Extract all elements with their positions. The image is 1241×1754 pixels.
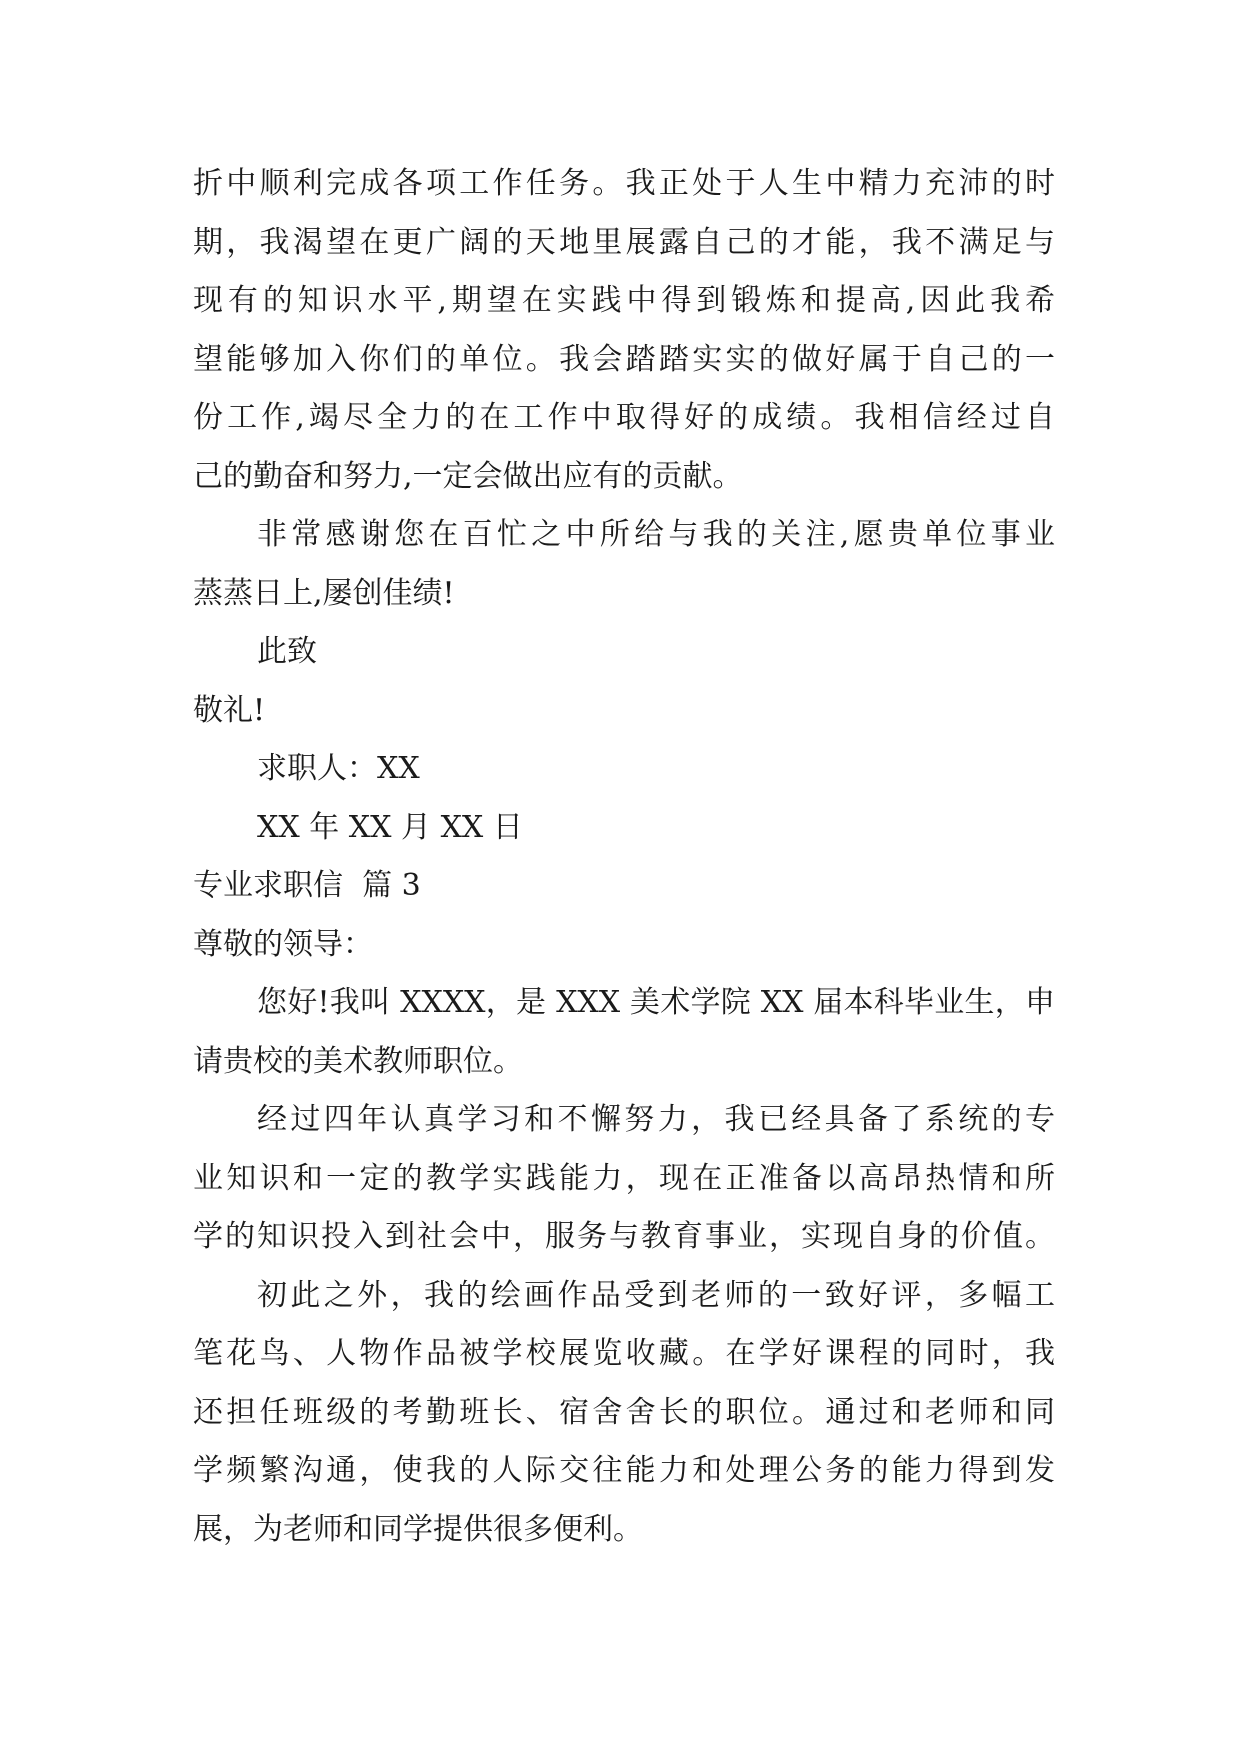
signature: 求职人：XX (257, 751, 420, 786)
closing-phrase: 此致 (257, 634, 317, 669)
text-line: 望能够加入你们的单位。我会踏踏实实的做好属于自己的一 (193, 341, 1055, 377)
paragraph-introduction (193, 974, 1055, 1091)
letter-date: XX 年 XX 月 XX 日 (257, 809, 523, 845)
paragraph-thanks (193, 506, 1055, 623)
text-line: 学的知识投入到社会中，服务与教育事业，实现自身的价值。 (193, 1219, 1055, 1254)
text-line: 笔花鸟、人物作品被学校展览收藏。在学好课程的同时，我 (193, 1336, 1055, 1371)
text-line: 份工作,竭尽全力的在工作中取得好的成绩。我相信经过自 (193, 400, 1055, 435)
text-line: 己的勤奋和努力,一定会做出应有的贡献。 (193, 458, 743, 494)
text-line: 经过四年认真学习和不懈努力，我已经具备了系统的专 (257, 1102, 1055, 1137)
text-line: 业知识和一定的教学实践能力，现在正准备以高昂热情和所 (193, 1160, 1055, 1196)
paragraph-career-goals (193, 155, 1055, 506)
text-line: 期，我渴望在更广阔的天地里展露自己的才能，我不满足与 (193, 224, 1055, 260)
paragraph-education (193, 1091, 1055, 1267)
text-line: 蒸蒸日上,屡创佳绩! (193, 575, 455, 611)
text-line: 您好!我叫 XXXX，是 XXX 美术学院 XX 届本科毕业生，申 (257, 985, 1055, 1020)
text-line: 展，为老师和同学提供很多便利。 (193, 1511, 643, 1547)
text-line: 现有的知识水平,期望在实践中得到锻炼和提高,因此我希 (193, 283, 1055, 318)
greeting: 尊敬的领导： (193, 926, 373, 962)
letter-body (193, 155, 1055, 1559)
salutation: 敬礼! (193, 692, 266, 728)
text-line: 还担任班级的考勤班长、宿舍舍长的职位。通过和老师和同 (193, 1394, 1055, 1430)
text-line: 学频繁沟通，使我的人际交往能力和处理公务的能力得到发 (193, 1453, 1055, 1488)
text-line: 折中顺利完成各项工作任务。我正处于人生中精力充沛的时 (193, 166, 1055, 201)
section-title: 专业求职信 篇 3 (193, 868, 421, 903)
text-line: 非常感谢您在百忙之中所给与我的关注,愿贵单位事业 (257, 517, 1055, 552)
text-line: 初此之外，我的绘画作品受到老师的一致好评，多幅工 (257, 1277, 1055, 1313)
text-line: 请贵校的美术教师职位。 (193, 1043, 523, 1079)
paragraph-achievements (193, 1267, 1055, 1560)
